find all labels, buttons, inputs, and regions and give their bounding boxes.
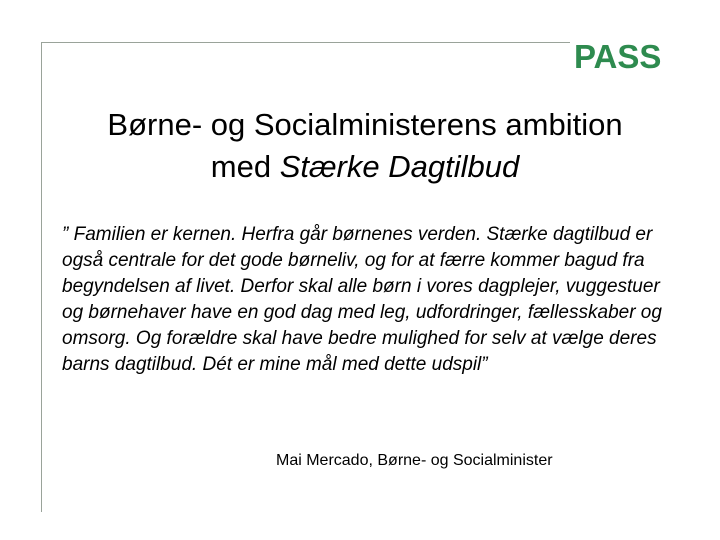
title-emphasis: Stærke Dagtilbud xyxy=(279,149,520,184)
title-line-2 xyxy=(55,146,675,188)
slide-title xyxy=(55,104,675,188)
title-line-2-prefix: med xyxy=(210,149,280,184)
title-line-1: Børne- og Socialministerens ambition xyxy=(107,107,623,142)
pass-logo: PASS xyxy=(570,40,689,74)
frame-left-rule xyxy=(41,42,42,512)
quote-attribution: Mai Mercado, Børne- og Socialminister xyxy=(276,452,553,469)
quote-text: ” Familien er kernen. Herfra går børnenes verden. Stærke dagtilbud er også centrale for det gode børneliv, og for at færre kommer bagud fra begyndelsen af livet. Derfor skal alle børn i vores dagplejer, vuggestuer og børnehaver have en god dag med leg, udfordringer, fællesskaber og omsorg. Og forældre skal have bedre mulighed for selv at vælge deres barns dagtilbud. Dét er mine mål med dette udspil” xyxy=(62,224,662,375)
